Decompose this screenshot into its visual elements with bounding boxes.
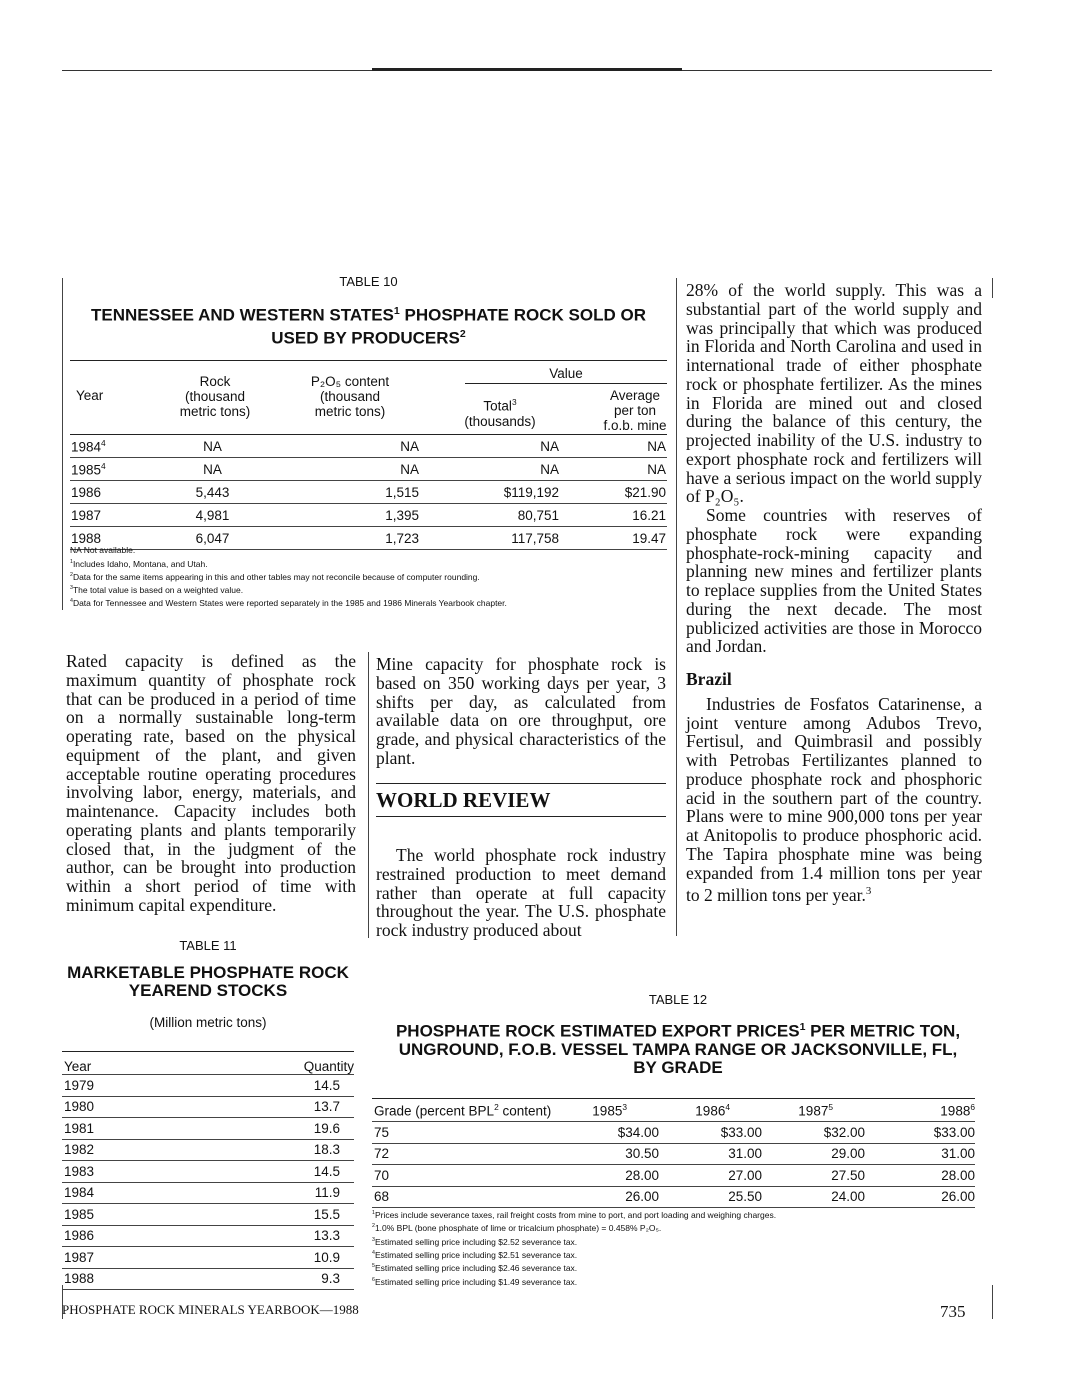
table12-1986-cell — [667, 1165, 770, 1187]
table10-row — [70, 435, 667, 458]
expansion-paragraph: Some countries with reserves of phosphate rock were expanding phosphate-rock-mining capacity and planning new mines and fertilizer plants to replace supplies from the United States during the next decade. The most publicized activities are those in Morocco and Jordan. — [686, 505, 982, 657]
table12-1987-cell-text: 29.00 — [831, 1146, 865, 1162]
table10-total-cell — [420, 458, 560, 481]
table11-year-cell-text: 1987 — [64, 1249, 95, 1265]
footnote-text: The total value is based on a weighted value. — [72, 584, 244, 595]
table10-rock-cell-text: NA — [203, 461, 222, 477]
table12-footnote — [372, 1235, 982, 1248]
table12-caption: TABLE 12 — [648, 992, 708, 1007]
table11-row — [62, 1225, 354, 1247]
table12-1987-cell — [770, 1186, 873, 1208]
table11-qty-cell — [242, 1225, 354, 1247]
table10-footnote — [70, 583, 670, 596]
table12-grade-cell — [372, 1186, 572, 1208]
table10-rock-cell-text: 4,981 — [195, 507, 230, 523]
table11-qty-cell — [242, 1075, 354, 1097]
table10-p2o5-header: P₂O₅ content (thousand metric tons) — [310, 374, 390, 419]
table12-1985-cell-text: 26.00 — [625, 1189, 659, 1205]
brazil-heading: Brazil — [686, 669, 732, 689]
column-rule-right — [676, 278, 677, 936]
footnote-marker: 5 — [372, 1263, 375, 1270]
world-review-heading: WORLD REVIEW — [376, 788, 551, 812]
table10-rock-cell-text: 6,047 — [195, 530, 230, 546]
table12-header-cell — [770, 1099, 873, 1122]
table12-header-cell — [873, 1099, 975, 1122]
table12-row — [372, 1143, 975, 1165]
table12-1987-cell — [770, 1165, 873, 1187]
table10-total-cell-text: NA — [540, 438, 559, 454]
table11-year-cell-text: 1983 — [64, 1163, 95, 1179]
table12-1986-cell-text: 31.00 — [728, 1146, 762, 1162]
table10-total-cell-text: 80,751 — [517, 507, 559, 523]
table10-year-header: Year — [76, 388, 104, 403]
table10-footnote — [70, 570, 670, 583]
table10-footnotes — [70, 545, 670, 610]
table10-avg-cell-text: 16.21 — [632, 507, 666, 523]
table12-1987-cell — [770, 1143, 873, 1165]
table12-1988-cell — [873, 1122, 975, 1144]
table11-row — [62, 1075, 354, 1097]
footnote-text: Prices include severance taxes, rail freight costs from mine to port, and port loading and weighing charges. — [374, 1209, 777, 1220]
table12-1988-cell — [873, 1165, 975, 1187]
page-number: 735 — [940, 1302, 966, 1321]
table11-year-cell-text: 1984 — [64, 1185, 95, 1201]
table11-year-cell-text: 1981 — [64, 1120, 95, 1136]
table12-footnotes — [372, 1208, 982, 1288]
table11-year-cell — [62, 1268, 242, 1290]
table12-1986-cell-text: $33.00 — [720, 1124, 762, 1140]
table12-1986-cell-text: 27.00 — [728, 1167, 762, 1183]
footnote-marker: 1 — [70, 558, 73, 565]
table10-value-header: Value — [549, 366, 583, 381]
table11-qty-cell-text: 14.5 — [313, 1163, 340, 1179]
table11-qty-cell — [242, 1182, 354, 1204]
column-rule-bottom-right — [992, 1285, 993, 1319]
table10-avg-cell-text: $21.90 — [624, 484, 666, 500]
table10-avg-cell-text: 19.47 — [632, 530, 666, 546]
table10-p2o5-cell — [285, 481, 420, 504]
table10-rock-cell — [140, 481, 285, 504]
table12-1985-cell-text: 28.00 — [625, 1167, 659, 1183]
footnote-marker: 1 — [372, 1210, 375, 1216]
table12-1988-cell-text: 26.00 — [941, 1189, 975, 1205]
table10-avg-header: Average per ton f.o.b. mine — [603, 388, 667, 433]
table11-row — [62, 1118, 354, 1140]
table10-rock-cell — [140, 504, 285, 527]
table11-year-cell-text: 1985 — [64, 1206, 95, 1222]
table12-1985-cell — [572, 1143, 667, 1165]
table10-avg-cell — [560, 481, 667, 504]
table12-1988-cell-text: 31.00 — [941, 1146, 975, 1162]
table12-1987-cell-text: 24.00 — [831, 1189, 865, 1205]
table10-year-cell — [70, 435, 140, 458]
table12-row — [372, 1186, 975, 1208]
world-review-rule-top — [376, 783, 666, 784]
table12-header-cell — [572, 1099, 667, 1122]
table11-qty-cell-text: 11.9 — [314, 1185, 340, 1201]
footnote-text: Estimated selling price including $2.51 severance tax. — [374, 1249, 578, 1260]
table10-footnote — [70, 545, 670, 557]
table10-rock-header: Rock (thousand metric tons) — [179, 374, 251, 419]
table10-year-cell — [70, 504, 140, 527]
table10-year-cell-text: 1986 — [71, 484, 102, 500]
table12-grade-cell-text: 70 — [374, 1167, 390, 1183]
table10-year-cell-text: 1988 — [71, 530, 102, 546]
table11-qty-cell-text: 18.3 — [313, 1142, 340, 1158]
table10-year-footnote-ref: 4 — [101, 460, 106, 471]
world-supply-paragraph: 28% of the world supply. This was a substantial part of the world supply and was principally that which was produced in Florida and North Carolina and used in international trade of either phosphate rock or phosphate fertilizer. As the mines in Florida are mined out and closed during the balance of this century, the projected inability of the U.S. industry to export phosphate rock and fertilizers will have a serious impact on the world supply of P₂O₅. — [686, 280, 982, 507]
table10-total-cell — [420, 435, 560, 458]
table10-total-cell — [420, 481, 560, 504]
table11-year-cell — [62, 1118, 242, 1140]
table11-qty-cell — [242, 1096, 354, 1118]
column-rule-edge — [992, 278, 993, 298]
table10-p2o5-cell-text: 1,395 — [385, 507, 419, 523]
table10-footnote — [70, 596, 670, 609]
table11-row — [62, 1204, 354, 1226]
footnote-marker: 4 — [70, 598, 73, 605]
table12-row — [372, 1122, 975, 1144]
table10-avg-cell — [560, 504, 667, 527]
table10-p2o5-cell-text: NA — [400, 438, 419, 454]
table10-title: TENNESSEE AND WESTERN STATES$^1$ PHOSPHATE ROCK SOLD OR USED BY PRODUCERS$^2$ — [91, 305, 646, 348]
table10-total-cell-text: $119,192 — [503, 484, 559, 500]
table11-year-cell-text: 1988 — [64, 1271, 95, 1287]
table11-year-cell — [62, 1075, 242, 1097]
mine-capacity-paragraph: Mine capacity for phosphate rock is based on 350 working days per year, 3 shifts per day, as calculated from available data on ore throughput, ore grade, and physical characteristics of the plant. — [376, 654, 666, 768]
table12-title: PHOSPHATE ROCK ESTIMATED EXPORT PRICES$^1$ PER METRIC TON, UNGROUND, F.O.B. VESSEL TAMPA RANGE OR JACKSONVILLE, FL, BY GRADE — [395, 1021, 961, 1077]
table11-row — [62, 1161, 354, 1183]
table11-year-cell-text: 1979 — [64, 1077, 95, 1093]
footnote-text: Estimated selling price including $2.52 severance tax. — [374, 1236, 578, 1247]
table12-header-footnote-ref: 4 — [725, 1101, 730, 1112]
table12-header-footnote-ref: 3 — [622, 1101, 627, 1112]
table10-total-cell-text: NA — [540, 461, 559, 477]
footnote-text: Includes Idaho, Montana, and Utah. — [72, 558, 208, 569]
table12-grade-cell-text: 75 — [374, 1124, 390, 1140]
footnote-marker: 2 — [372, 1223, 375, 1230]
table10-total-cell-text: 117,758 — [511, 530, 559, 546]
table10-rock-cell-text: NA — [203, 438, 222, 454]
table11-year-cell-text: 1980 — [64, 1099, 95, 1115]
table12-1985-cell-text: $34.00 — [617, 1124, 659, 1140]
table12-1985-cell — [572, 1186, 667, 1208]
table12-footnote — [372, 1221, 982, 1234]
table12-header-label: Grade (percent BPL — [374, 1103, 495, 1119]
table12-1985-cell — [572, 1122, 667, 1144]
table11-year-cell — [62, 1096, 242, 1118]
table12-1987-cell-text: $32.00 — [823, 1124, 865, 1140]
brazil-paragraph: Industries de Fosfatos Catarinense, a joint venture among Adubos Trevo, Fertisul, and Quimbrasil and possibly with Petrobas Fertilizantes planned to produce phosphate rock and phosphoric acid in the southern part of the country. Plans were to mine 900,000 tons per year at Anitopolis to produce phosphoric acid. The Tapira phosphate mine was being expanded from 1.4 million tons per year to 2 million tons per year.$^3$ — [686, 693, 982, 906]
table11-year-cell — [62, 1182, 242, 1204]
table11-year-header: Year — [62, 1052, 242, 1075]
table12-row — [372, 1165, 975, 1187]
table11-qty-cell — [242, 1268, 354, 1290]
table12-1986-cell — [667, 1143, 770, 1165]
world-review-paragraph: The world phosphate rock industry restrained production to meet demand rather than operate at full capacity throughout the year. The U.S. phosphate rock industry produced about — [376, 845, 666, 940]
table12-header-suffix: content) — [498, 1103, 552, 1119]
table11-row — [62, 1182, 354, 1204]
table10-rock-cell — [140, 458, 285, 481]
footnote-marker: 3 — [372, 1236, 375, 1243]
footnote-text: NA Not available. — [70, 545, 136, 555]
table12-1987-cell — [770, 1122, 873, 1144]
table12-header-footnote-ref: 5 — [828, 1101, 833, 1112]
table11-qty-cell-text: 19.6 — [313, 1120, 340, 1136]
table12-header-footnote-ref: 2 — [494, 1101, 499, 1112]
table11-caption: TABLE 11 — [179, 938, 237, 953]
footnote-text: Data for the same items appearing in this and other tables may not reconcile because of computer rounding. — [72, 571, 480, 582]
table11-qty-cell — [242, 1118, 354, 1140]
table12-header-cell — [667, 1099, 770, 1122]
table10-footnote — [70, 557, 670, 570]
table10-rock-cell — [140, 435, 285, 458]
table11-qty-cell — [242, 1161, 354, 1183]
table11-year-cell-text: 1982 — [64, 1142, 95, 1158]
table12-1986-cell — [667, 1122, 770, 1144]
table10-body — [70, 435, 667, 550]
table11-year-cell — [62, 1204, 242, 1226]
table12-footnote — [372, 1275, 982, 1288]
table10-p2o5-cell — [285, 435, 420, 458]
table11-qty-cell — [242, 1139, 354, 1161]
table12-footnote — [372, 1261, 982, 1274]
footnote-marker: 6 — [372, 1276, 375, 1283]
table10-caption: TABLE 10 — [339, 274, 398, 289]
table11-qty-cell-text: 15.5 — [313, 1206, 340, 1222]
table10-row — [70, 481, 667, 504]
footnote-text: Estimated selling price including $1.49 severance tax. — [374, 1276, 578, 1287]
table11-year-cell-text: 1986 — [64, 1228, 95, 1244]
table11-qty-cell-text: 13.7 — [313, 1099, 340, 1115]
table11-qty-cell-text: 13.3 — [313, 1228, 340, 1244]
table11-qty-cell — [242, 1204, 354, 1226]
table12-1988-cell-text: $33.00 — [933, 1124, 975, 1140]
table11-year-cell — [62, 1225, 242, 1247]
table11-row — [62, 1247, 354, 1269]
right-column-text — [686, 281, 982, 905]
table12-1987-cell-text: 27.50 — [831, 1167, 865, 1183]
table10-year-cell — [70, 458, 140, 481]
table11-title: MARKETABLE PHOSPHATE ROCK YEAREND STOCKS — [67, 963, 349, 1000]
table12-footnote — [372, 1248, 982, 1261]
table11-row — [62, 1096, 354, 1118]
table10-value-rule — [465, 383, 667, 384]
footnote-text: 1.0% BPL (bone phosphate of lime or tricalcium phosphate) = 0.458% P₂O₅. — [374, 1223, 662, 1234]
table10-p2o5-cell-text: NA — [400, 461, 419, 477]
table12-header-cell — [372, 1099, 572, 1122]
table10-year-cell-text: 1984 — [71, 439, 102, 455]
table12-1986-cell-text: 25.50 — [728, 1189, 762, 1205]
table12-1986-cell — [667, 1186, 770, 1208]
table12-header-label: 1986 — [695, 1103, 726, 1119]
table11-qty-cell-text: 9.3 — [321, 1271, 340, 1287]
table12-header-footnote-ref: 6 — [970, 1101, 975, 1112]
table12-1988-cell — [873, 1186, 975, 1208]
table10-total-cell — [420, 504, 560, 527]
table10-avg-cell — [560, 458, 667, 481]
table12-1985-cell — [572, 1165, 667, 1187]
table10-year-cell-text: 1985 — [71, 462, 102, 478]
running-footer: PHOSPHATE ROCK MINERALS YEARBOOK—1988 — [62, 1302, 359, 1317]
footnote-text: Estimated selling price including $2.46 severance tax. — [374, 1263, 578, 1274]
table10-avg-cell-text: NA — [647, 461, 666, 477]
world-review-rule-bottom — [376, 816, 666, 817]
table12-grade-cell — [372, 1143, 572, 1165]
table11-row — [62, 1268, 354, 1290]
table10-rock-cell-text: 5,443 — [195, 484, 230, 500]
table11-row — [62, 1139, 354, 1161]
table11-qty-header: Quantity — [242, 1052, 354, 1075]
table11-year-cell — [62, 1247, 242, 1269]
table12-footnote — [372, 1208, 982, 1221]
table12-grade-cell — [372, 1165, 572, 1187]
table10-p2o5-cell-text: 1,515 — [385, 484, 419, 500]
table11-qty-cell-text: 14.5 — [313, 1077, 340, 1093]
table12-1988-cell — [873, 1143, 975, 1165]
table10-avg-cell — [560, 435, 667, 458]
table12-1988-cell-text: 28.00 — [941, 1167, 975, 1183]
table12-grade-cell-text: 72 — [374, 1146, 390, 1162]
table11 — [62, 1052, 354, 1290]
table10-avg-cell-text: NA — [647, 438, 666, 454]
table10-row — [70, 458, 667, 481]
table12-1985-cell-text: 30.50 — [625, 1146, 659, 1162]
table12-grade-cell — [372, 1122, 572, 1144]
table10-p2o5-cell — [285, 504, 420, 527]
table12-grade-cell-text: 68 — [374, 1189, 390, 1205]
table10-year-footnote-ref: 4 — [101, 437, 106, 448]
table11-year-cell — [62, 1139, 242, 1161]
table10-total-header: Total$^3$ (thousands) — [464, 397, 536, 429]
table12-header-label: 1987 — [798, 1103, 829, 1119]
table11-qty-cell — [242, 1247, 354, 1269]
footnote-text: Data for Tennessee and Western States were reported separately in the 1985 and 1986 Minerals Yearbook chapter. — [72, 598, 507, 609]
table10-p2o5-cell-text: 1,723 — [385, 530, 419, 546]
column-rule-middle — [368, 652, 369, 938]
footnote-marker: 4 — [372, 1249, 375, 1256]
table11-subtitle: (Million metric tons) — [149, 1015, 267, 1030]
column-rule-left — [62, 278, 63, 610]
table10-year-cell-text: 1987 — [71, 507, 102, 523]
footnote-marker: 3 — [70, 585, 73, 592]
header-rule-accent — [372, 68, 682, 71]
table12-header-label: 1988 — [940, 1103, 971, 1119]
table11-qty-cell-text: 10.9 — [313, 1249, 340, 1265]
table12 — [372, 1099, 975, 1208]
table11-year-cell — [62, 1161, 242, 1183]
table10-top-rule — [70, 360, 667, 361]
capacity-definition-paragraph: Rated capacity is defined as the maximum quantity of phosphate rock that can be produced in a period of time on a normally sustainable long-term operating rate, based on the physical equipment of the plant, and given acceptable routine operating procedures involving labor, energy, materials, and maintenance. Capacity includes both operating plants and plants temporarily closed that, in the judgment of the author, can be brought into production within a short period of time with minimum capital expenditure. — [66, 651, 356, 915]
table10-year-cell — [70, 481, 140, 504]
table10-row — [70, 504, 667, 527]
footnote-marker: 2 — [70, 571, 73, 578]
table10-p2o5-cell — [285, 458, 420, 481]
table12-header-label: 1985 — [592, 1103, 623, 1119]
